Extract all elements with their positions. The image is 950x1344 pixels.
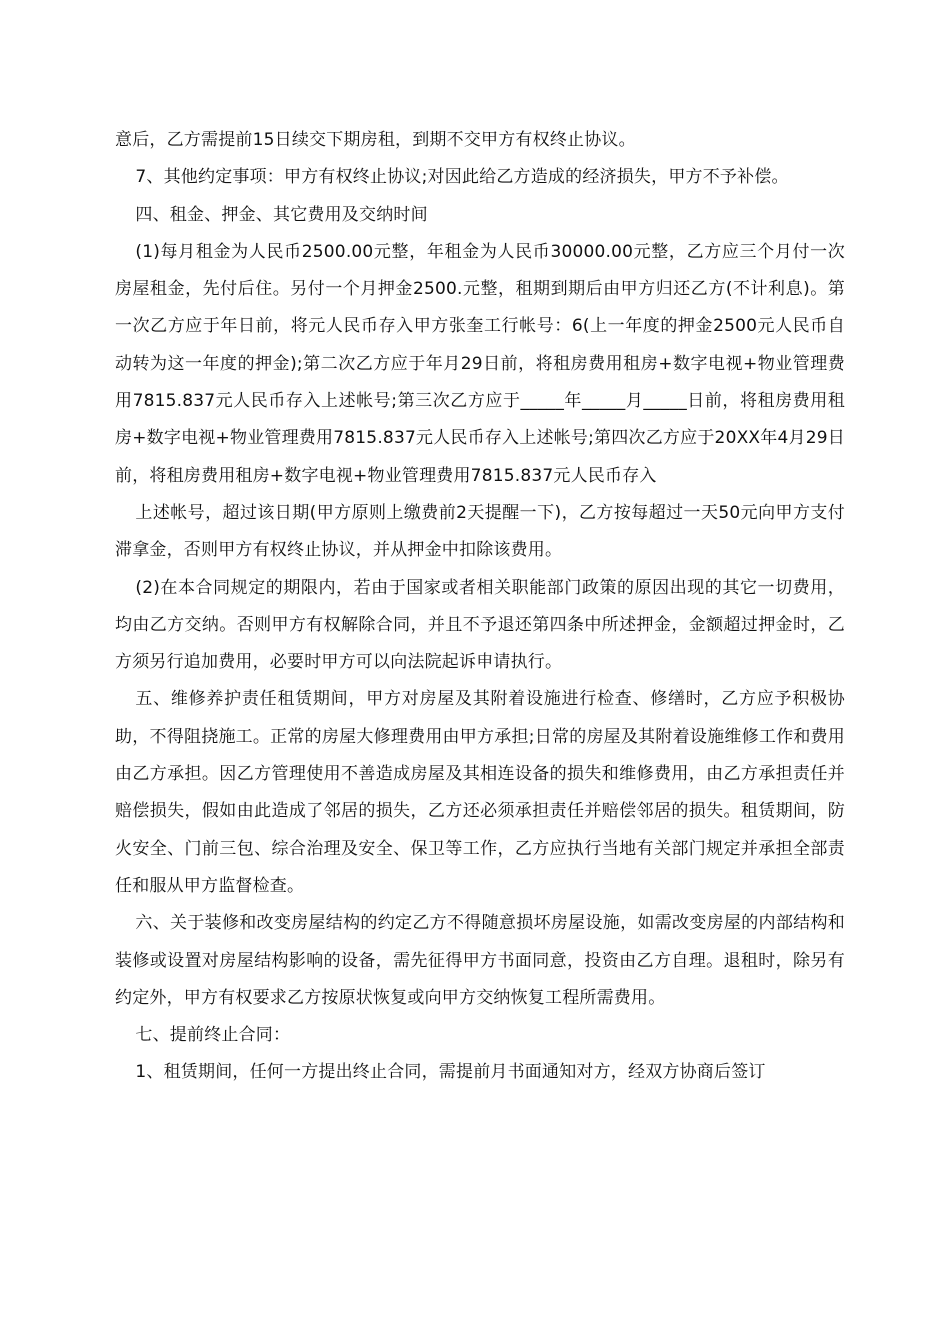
paragraph-policy-fees: (2)在本合同规定的期限内，若由于国家或者相关职能部门政策的原因出现的其它一切费用，均由乙方交纳。否则甲方有权解除合同，并且不予退还第四条中所述押金，金额超过押金时，乙方须另行追加费用，必要时甲方可以向法院起诉申请执行。 [115,577,845,673]
paragraph-late-fee: 上述帐号，超过该日期(甲方原则上缴费前2天提醒一下)，乙方按每超过一天50元向甲方支付滞拿金，否则甲方有权终止协议，并从押金中扣除该费用。 [115,502,845,561]
section-heading-early-termination: 七、提前终止合同： [135,1025,291,1046]
section-renovation: 六、关于装修和改变房屋结构的约定乙方不得随意损坏房屋设施，如需改变房屋的内部结构和装修或设置对房屋结构影响的设备，需先征得甲方书面同意，投资由乙方自理。退租时，除另有约定外，甲方有权要求乙方按原状恢复或向甲方交纳恢复工程所需费用。 [115,913,845,1008]
section-maintenance: 五、维修养护责任租赁期间，甲方对房屋及其附着设施进行检查、修缮时，乙方应予积极协助，不得阻挠施工。正常的房屋大修理费用由甲方承担;日常的房屋及其附着设施维修工作和费用由乙方承担。因乙方管理使用不善造成房屋及其相连设备的损失和维修费用，由乙方承担责任并赔偿损失，假如由此造成了邻居的损失，乙方还必须承担责任并赔偿邻居的损失。租赁期间，防火安全、门前三包、综合治理及安全、保卫等工作，乙方应执行当地有关部门规定并承担全部责任和服从甲方监督检查。 [115,689,845,896]
section-heading-rent-deposit: 四、租金、押金、其它费用及交纳时间 [135,204,428,225]
paragraph-rent-renewal-tail: 意后，乙方需提前15日续交下期房租，到期不交甲方有权终止协议。 [115,130,636,150]
paragraph-termination-notice: 1、租赁期间，任何一方提出终止合同，需提前月书面通知对方，经双方协商后签订 [135,1062,766,1083]
paragraph-rent-amounts: (1)每月租金为人民币2500.00元整，年租金为人民币30000.00元整，乙方应三个月付一次房屋租金，先付后住。另付一个月押金2500.元整，租期到期后由甲方归还乙方(不计利息)。第一次乙方应于年日前，将元人民币存入甲方张奎工行帐号：6(上一年度的押金2500元人民币自动转为这一年度的押金);第二次乙方应于年月29日前，将租房费用租房+数字电视+物业管理费用7815.837元人民币存入上述帐号;第三次乙方应于_____年_____月_____日前，将租房费用租房+数字电视+物业管理费用7815.837元人民币存入上述帐号;第四次乙方应于20XX年4月29日前，将租房费用租房+数字电视+物业管理费用7815.837元人民币存入 [115,241,845,486]
paragraph-other-terms: 7、其他约定事项：甲方有权终止协议;对因此给乙方造成的经济损失，甲方不予补偿。 [135,167,789,188]
document-body [115,122,845,1092]
